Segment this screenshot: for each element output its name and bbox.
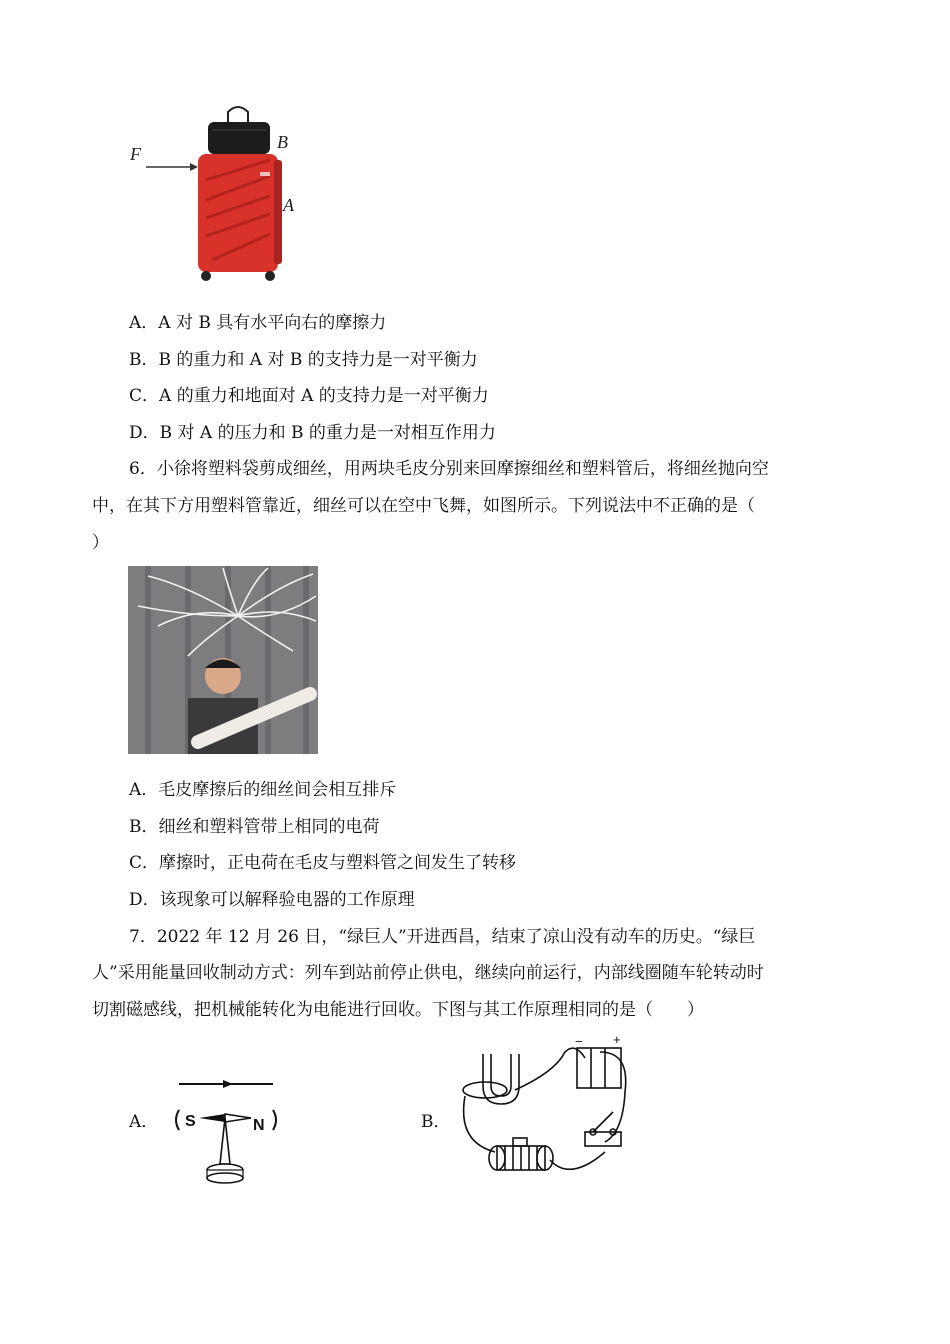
q5-option-b: B．B 的重力和 A 对 B 的支持力是一对平衡力 <box>129 350 478 370</box>
q7-stem-line1: 7．2022 年 12 月 26 日，“绿巨人”开进西昌，结束了凉山没有动车的历史。“绿巨 <box>129 927 756 947</box>
q7-option-a-label: A． <box>129 1112 159 1132</box>
q6-stem-line1: 6．小徐将塑料袋剪成细丝，用两块毛皮分别来回摩擦细丝和塑料管后，将细丝抛向空 <box>129 459 769 479</box>
suitcase-a <box>198 154 282 281</box>
battery-plus-label: + <box>613 1032 621 1047</box>
q6-stem-line2: 中，在其下方用塑料管靠近，细丝可以在空中飞舞，如图所示。下列说法中不正确的是（ <box>92 496 755 516</box>
battery-minus-label: − <box>575 1034 583 1049</box>
q6-option-b: B．细丝和塑料管带上相同的电荷 <box>129 817 380 837</box>
q6-option-d: D．该现象可以解释验电器的工作原理 <box>129 890 415 910</box>
q7-option-b-label: B． <box>421 1112 451 1132</box>
electrostatic-photo <box>128 566 318 754</box>
circuit-figure <box>455 1032 635 1192</box>
label-b: B <box>277 132 288 152</box>
q5-option-c: C．A 的重力和地面对 A 的支持力是一对平衡力 <box>129 386 489 406</box>
q7-stem-line3: 切割磁感线，把机械能转化为电能进行回收。下图与其工作原理相同的是（ ） <box>92 1000 704 1020</box>
label-f: F <box>130 144 141 164</box>
q5-option-a: A．A 对 B 具有水平向右的摩擦力 <box>129 313 387 333</box>
q6-option-c: C．摩擦时，正电荷在毛皮与塑料管之间发生了转移 <box>129 853 517 873</box>
compass-figure <box>165 1072 290 1187</box>
suitcase-figure <box>120 100 320 285</box>
q5-option-d: D．B 对 A 的压力和 B 的重力是一对相互作用力 <box>129 423 496 443</box>
q7-stem-line2: 人”采用能量回收制动方式：列车到站前停止供电，继续向前运行，内部线圈随车轮转动时 <box>92 963 764 983</box>
q6-stem-line3: ） <box>92 533 109 553</box>
bag-b <box>208 107 270 154</box>
q6-option-a: A．毛皮摩擦后的细丝间会相互排斥 <box>129 780 397 800</box>
label-a: A <box>283 195 294 215</box>
compass-n-label: N <box>253 1117 265 1134</box>
compass-s-label: S <box>185 1113 196 1130</box>
